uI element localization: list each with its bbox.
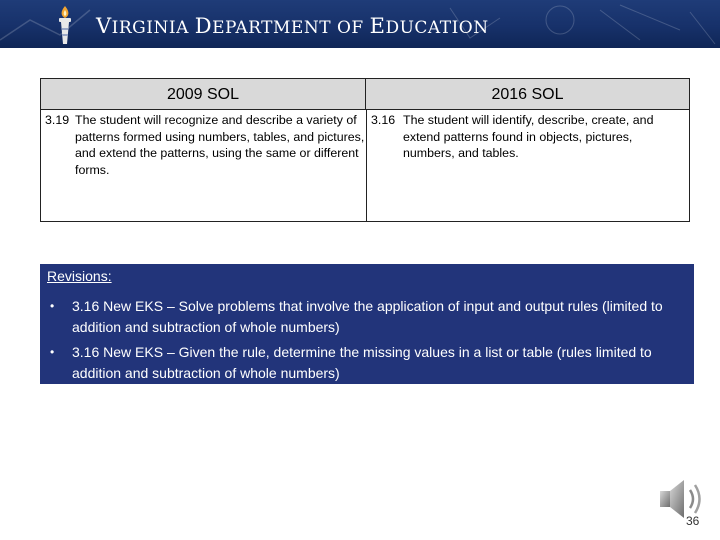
col2-standard-text: The student will identify, describe, create, and extend patterns found in objects, pictures, numbers, and tables. — [403, 113, 654, 160]
column-divider — [366, 110, 367, 221]
title-segment: IRGINIA — [111, 18, 195, 38]
bullet: • — [50, 299, 55, 313]
header-banner — [0, 0, 720, 48]
title-letter: V — [96, 14, 112, 38]
title-letter: E — [369, 14, 386, 38]
bullet: • — [50, 345, 55, 359]
speaker-icon[interactable] — [656, 476, 708, 522]
col2-header: 2016 SOL — [366, 79, 689, 110]
col1-standard-text: The student will recognize and describe a variety of patterns formed using numbers, tables, and pictures, and extend the patterns, using the same or different forms. — [75, 113, 365, 177]
col2-standard-number: 3.16 — [371, 113, 396, 127]
revision-text: 3.16 New EKS – Given the rule, determine the missing values in a list or table (rules limited to addition and subtraction of whole numbers) — [72, 344, 652, 381]
revision-text: 3.16 New EKS – Solve problems that involve the application of input and output rules (limited to addition and subtraction of whole numbers) — [72, 298, 663, 335]
torch-logo-icon — [52, 4, 78, 46]
title-segment: DUCATION — [385, 18, 489, 38]
col1-header: 2009 SOL — [41, 79, 366, 110]
title-letter: D — [194, 14, 213, 38]
col1-standard-number: 3.19 — [45, 113, 70, 127]
sol-comparison-table — [40, 78, 690, 222]
revisions-title: Revisions: — [47, 268, 112, 284]
department-title — [96, 14, 489, 38]
page-number: 36 — [686, 514, 700, 528]
title-segment: EPARTMENT OF — [212, 18, 370, 38]
revisions-box — [40, 264, 694, 384]
